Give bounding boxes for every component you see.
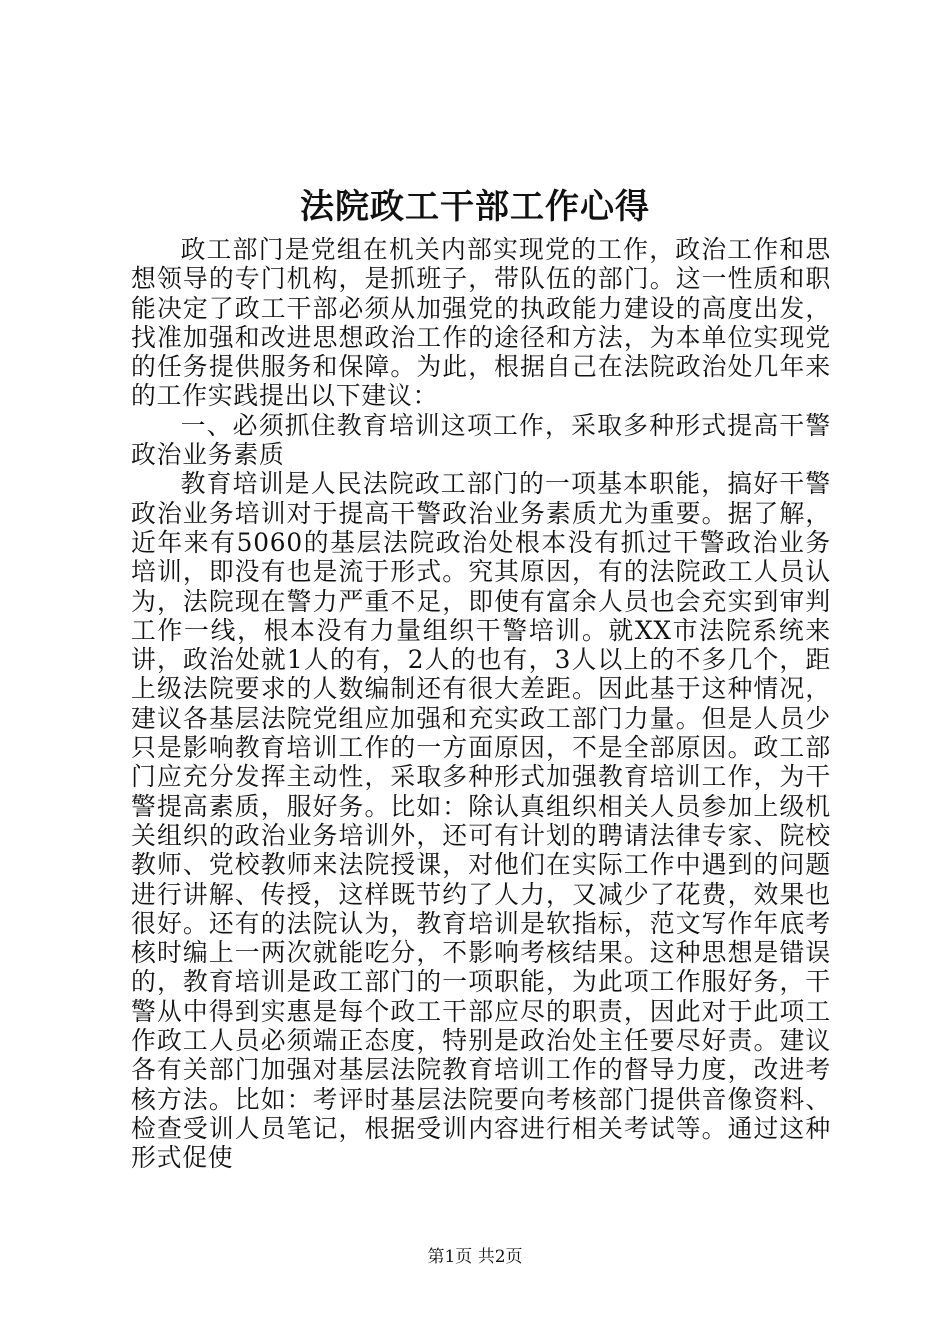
document-body	[131, 235, 831, 1173]
section-heading-1: 一、必须抓住教育培训这项工作，采取多种形式提高干警政治业务素质	[131, 410, 831, 470]
paragraph-training: 教育培训是人民法院政工部门的一项基本职能，搞好干警政治业务培训对于提高干警政治业务素质尤为重要。据了解，近年来有5060的基层法院政治处根本没有抓过干警政治业务培训，即没有也是流于形式。究其原因，有的法院政工人员认为，法院现在警力严重不足，即使有富余人员也会充实到审判工作一线，根本没有力量组织干警培训。就XX市法院系统来讲，政治处就1人的有，2人的也有，3人以上的不多几个，距上级法院要求的人数编制还有很大差距。因此基于这种情况，建议各基层法院党组应加强和充实政工部门力量。但是人员少只是影响教育培训工作的一方面原因，不是全部原因。政工部门应充分发挥主动性，采取多种形式加强教育培训工作，为干警提高素质，服好务。比如：除认真组织相关人员参加上级机关组织的政治业务培训外，还可有计划的聘请法律专家、院校教师、党校教师来法院授课，对他们在实际工作中遇到的问题进行讲解、传授，这样既节约了人力，又减少了花费，效果也很好。还有的法院认为，教育培训是软指标，范文写作年底考核时编上一两次就能吃分，不影响考核结果。这种思想是错误的，教育培训是政工部门的一项职能，为此项工作服好务，干警从中得到实惠是每个政工干部应尽的职责，因此对于此项工作政工人员必须端正态度，特别是政治处主任要尽好责。建议各有关部门加强对基层法院教育培训工作的督导力度，改进考核方法。比如：考评时基层法院要向考核部门提供音像资料、检查受训人员笔记，根据受训内容进行相关考试等。通过这种形式促使	[131, 469, 831, 1173]
document-title: 法院政工干部工作心得	[300, 187, 650, 227]
paragraph-intro: 政工部门是党组在机关内部实现党的工作，政治工作和思想领导的专门机构，是抓班子，带队伍的部门。这一性质和职能决定了政工干部必须从加强党的执政能力建设的高度出发，找准加强和改进思想政治工作的途径和方法，为本单位实现党的任务提供服务和保障。为此，根据自己在法院政治处几年来的工作实践提出以下建议：	[131, 235, 831, 411]
page-footer: 第1页 共2页	[427, 1247, 523, 1267]
